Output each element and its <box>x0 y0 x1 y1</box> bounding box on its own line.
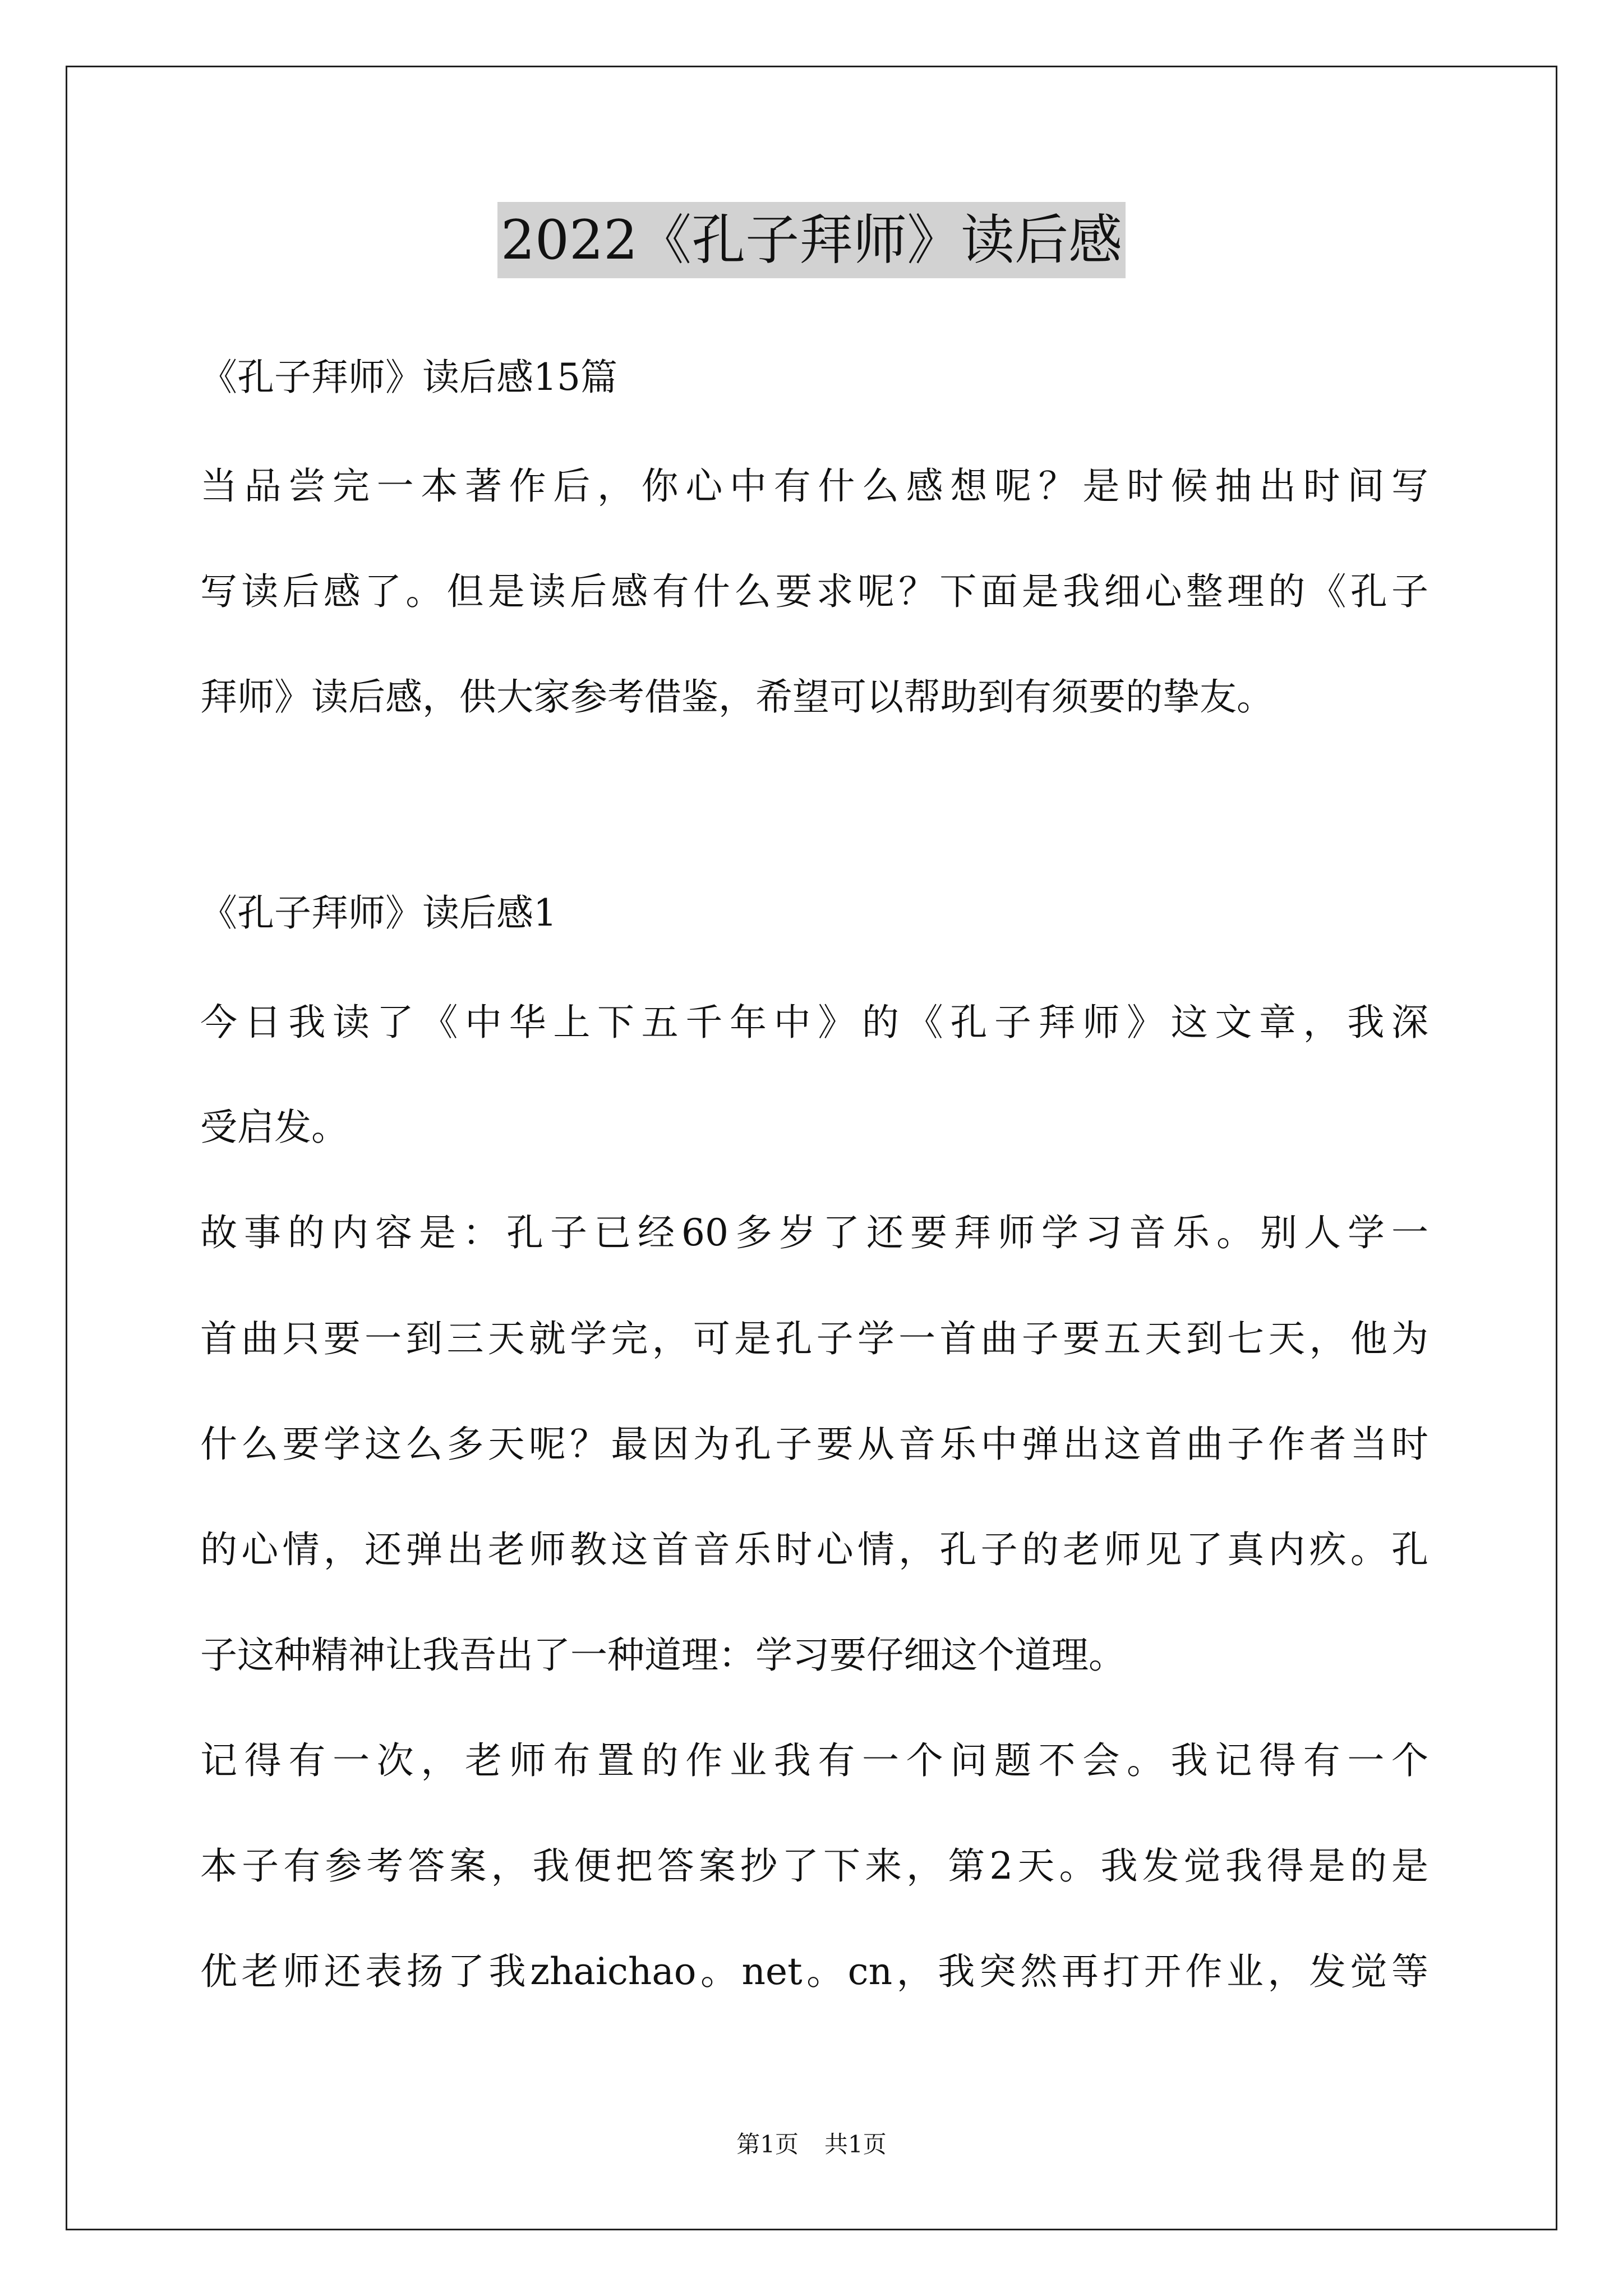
page-number-total: 共1页 <box>824 2131 887 2158</box>
page-number-current: 第1页 <box>736 2131 799 2158</box>
document-title: 2022《孔子拜师》读后感 <box>497 202 1126 278</box>
para2-line-4: 的心情，还弹出老师教这首音乐时心情，孔子的老师见了真内疚。孔 <box>200 1528 1428 1571</box>
para2-line-1: 故事的内容是：孔子已经60多岁了还要拜师学习音乐。别人学一 <box>200 1211 1428 1254</box>
para1-line-1: 今日我读了《中华上下五千年中》的《孔子拜师》这文章，我深 <box>200 1001 1428 1044</box>
para3-line-1: 记得有一次，老师布置的作业我有一个问题不会。我记得有一个 <box>200 1739 1428 1782</box>
para2-line-3: 什么要学这么多天呢？最因为孔子要从音乐中弹出这首曲子作者当时 <box>200 1423 1428 1466</box>
para3-line-3: 优老师还表扬了我zhaichao。net。cn，我突然再打开作业，发觉等 <box>200 1950 1428 1993</box>
para2-line-5: 子这种精神让我吾出了一种道理：学习要仔细这个道理。 <box>200 1634 1126 1677</box>
para1-line-2: 受启发。 <box>200 1106 348 1149</box>
para2-line-2: 首曲只要一到三天就学完，可是孔子学一首曲子要五天到七天，他为 <box>200 1317 1428 1360</box>
intro-line-1: 当品尝完一本著作后，你心中有什么感想呢？是时候抽出时间写 <box>200 464 1428 508</box>
page-footer <box>0 2128 1623 2161</box>
intro-line-3: 拜师》读后感，供大家参考借鉴，希望可以帮助到有须要的挚友。 <box>200 675 1274 719</box>
section-heading: 《孔子拜师》读后感1 <box>200 891 557 935</box>
document-subtitle: 《孔子拜师》读后感15篇 <box>200 356 617 399</box>
intro-line-2: 写读后感了。但是读后感有什么要求呢？下面是我细心整理的《孔子 <box>200 570 1428 613</box>
title-container <box>0 202 1623 278</box>
para3-line-2: 本子有参考答案，我便把答案抄了下来，第2天。我发觉我得是的是 <box>200 1844 1428 1888</box>
